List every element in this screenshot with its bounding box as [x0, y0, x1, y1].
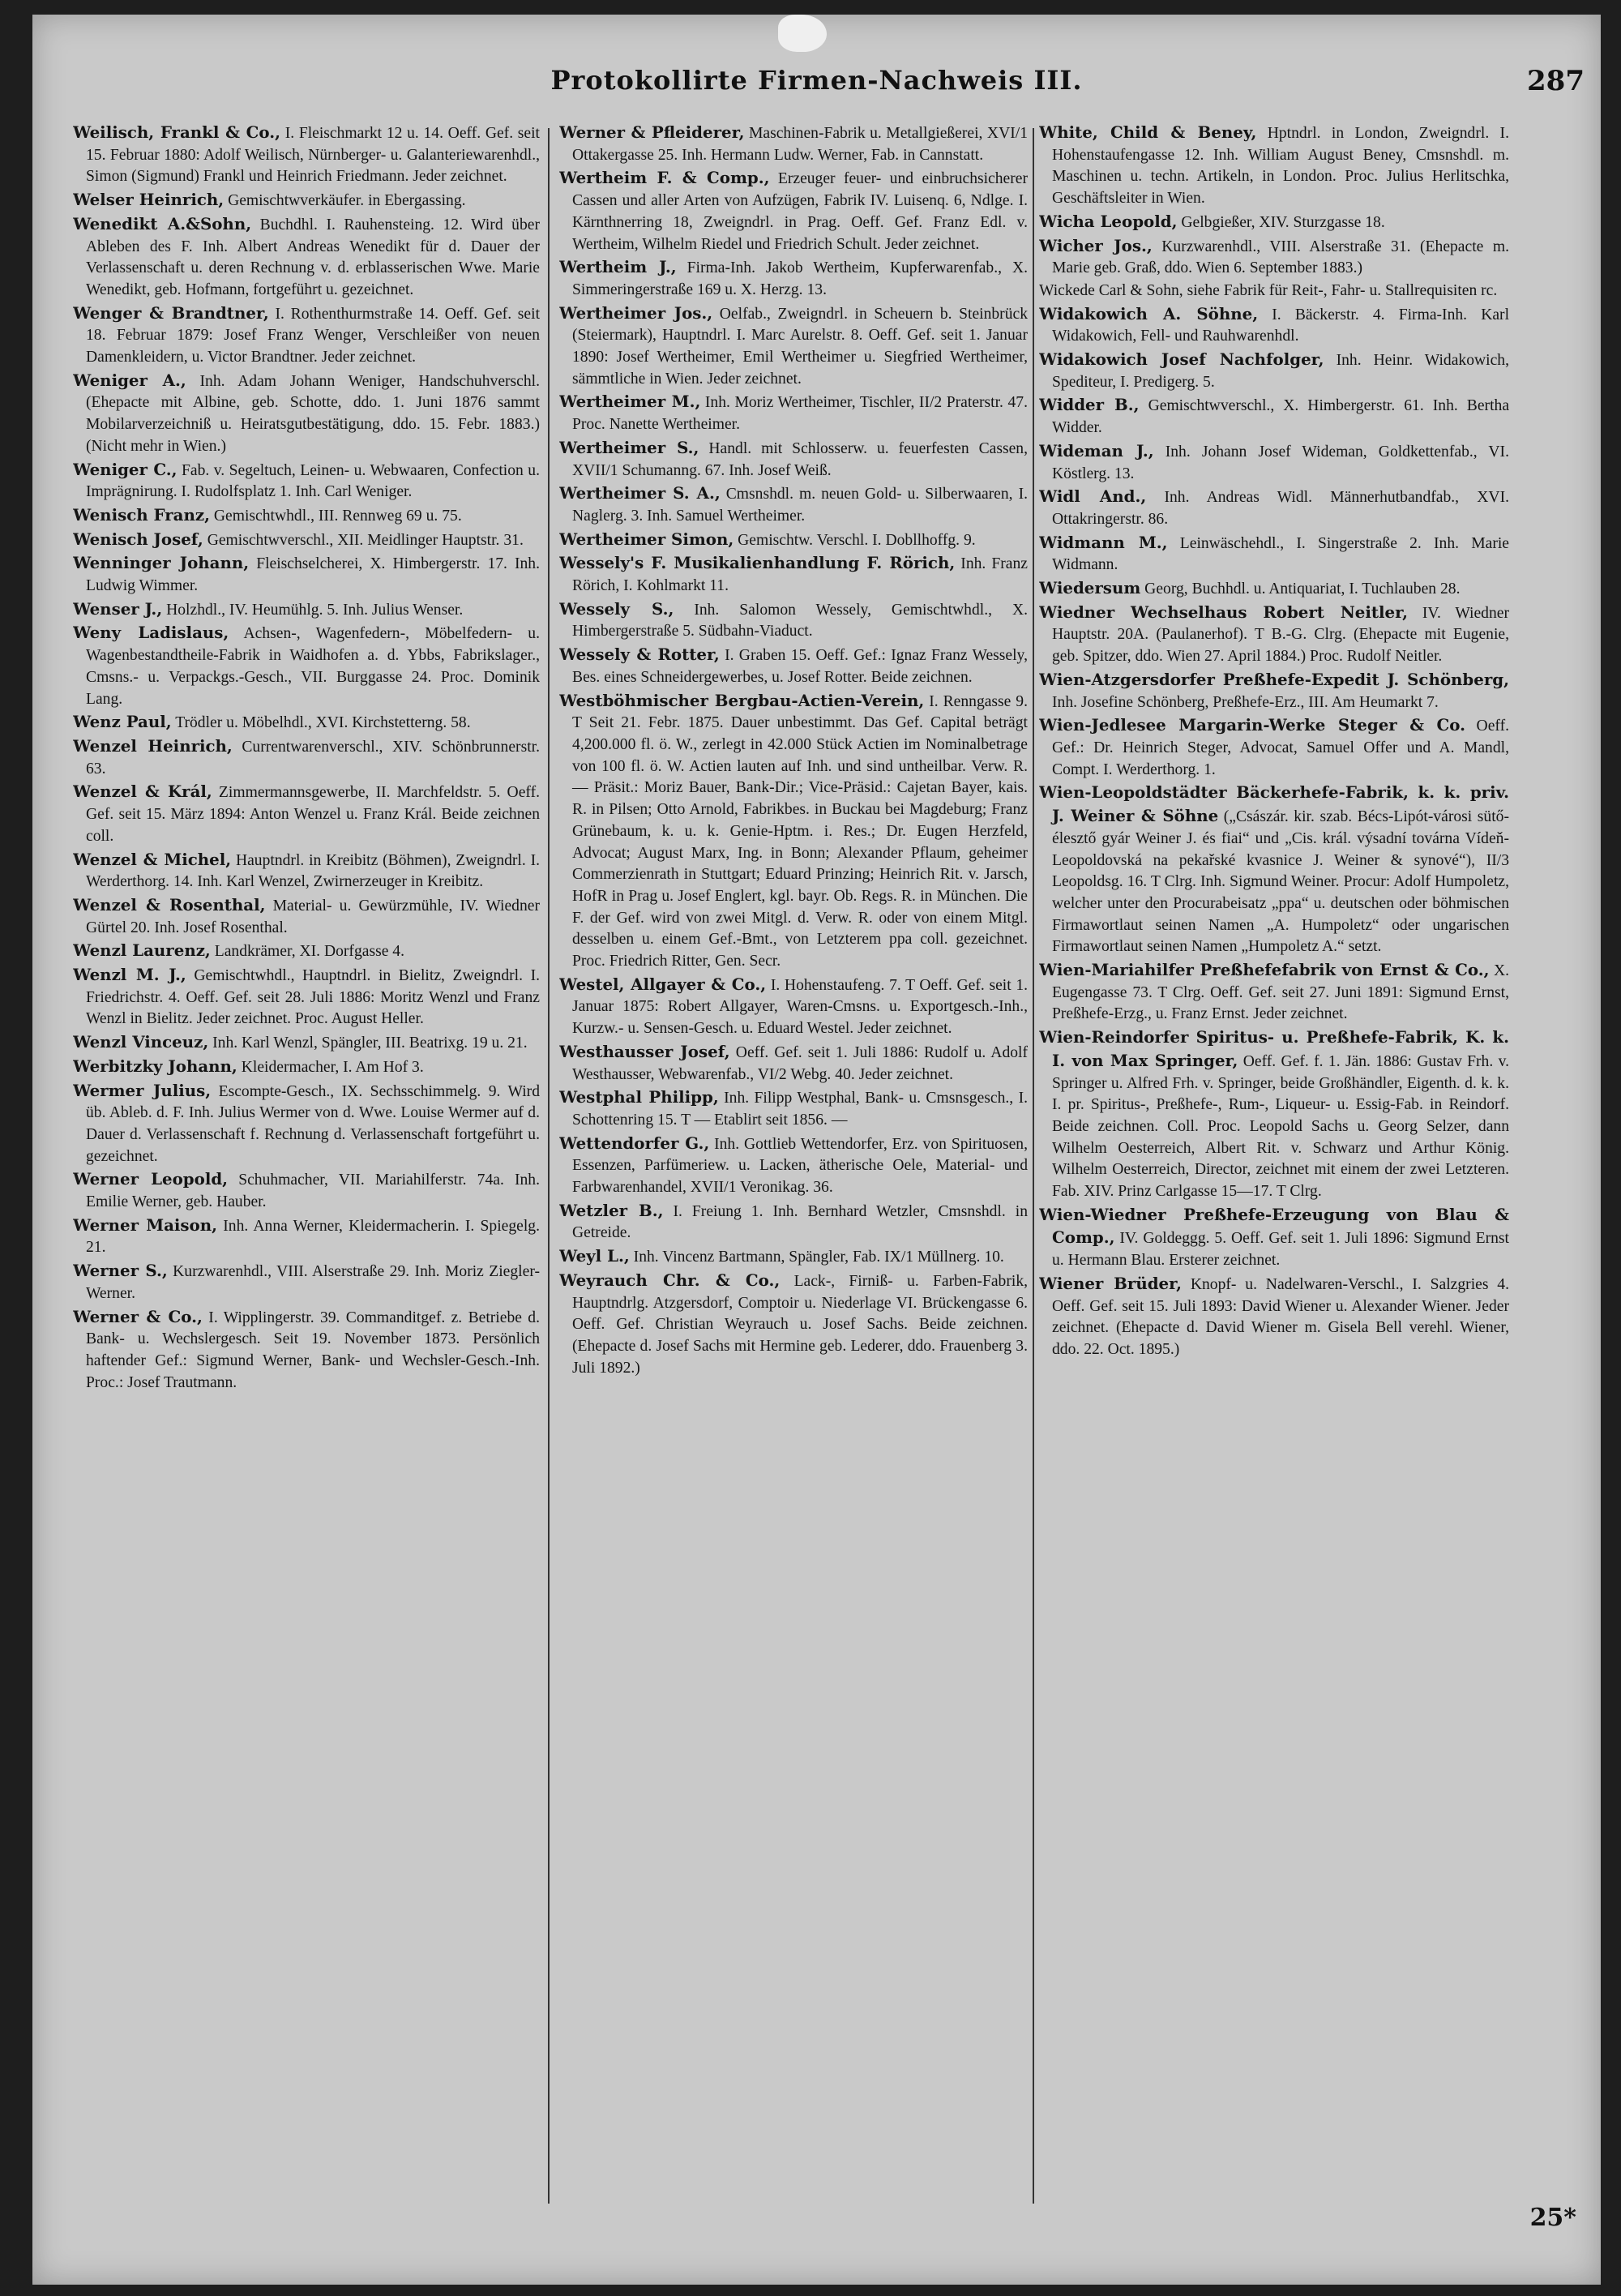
entry-text: Inh. Josefine Schönberg, Preßhefe-Erz., III. Am Heumarkt 7. [1052, 693, 1439, 711]
page-number: 287 [1527, 65, 1585, 97]
firm-name: Welser Heinrich, [73, 190, 225, 210]
firm-name: Wien-Wiedner Preßhefe-Erzeugung von Blau & Comp., [1039, 1204, 1509, 1248]
directory-entry [73, 781, 540, 847]
firm-name: Werbitzky Johann, [73, 1056, 237, 1076]
directory-page [32, 15, 1601, 2285]
directory-entry [1039, 577, 1509, 601]
entry-text: Inh. Anna Werner, Kleidermacherin. I. Spiegelg. 21. [86, 1217, 540, 1257]
firm-name: Wenisch Franz, [73, 504, 210, 525]
entry-text: Holzhdl., IV. Heumühlg. 5. Inh. Julius Wenser. [166, 601, 464, 619]
entry-text: IV. Wiedner Hauptstr. 20A. (Paulanerhof). T B.-G. Clrg. (Ehepacte mit Eugenie, geb. Spitzer, ddo. Wien 27. April 1884.) Proc. Rudolf Neitler. [1052, 604, 1509, 666]
directory-entry [1039, 1026, 1509, 1203]
entry-text: Schuhmacher, VII. Mariahilferstr. 74a. Inh. Emilie Werner, geb. Hauber. [86, 1172, 540, 1211]
firm-name: Weny Ladislaus, [73, 623, 229, 643]
entry-text: Inh. Filipp Westphal, Bank- u. Cmsnsgesch., I. Schottenring 15. T — Etablirt seit 1856. — [572, 1090, 1028, 1129]
directory-entry [73, 1214, 540, 1259]
firm-name: Wettendorfer G., [559, 1133, 710, 1153]
directory-entry [559, 391, 1028, 435]
entry-text: I. Bäckerstr. 4. Firma-Inh. Karl Widakowich, Fell- und Rauhwarenhdl. [1052, 306, 1509, 345]
entry-text: I. Freiung 1. Inh. Bernhard Wetzler, Cmsnshdl. in Getreide. [572, 1202, 1028, 1242]
firm-name: Weniger A., [73, 370, 186, 390]
firm-name: Widl And., [1039, 486, 1147, 507]
entry-text: Currentwarenverschl., XIV. Schönbrunnerstr. 63. [86, 738, 540, 777]
directory-entry [559, 974, 1028, 1040]
directory-entry [73, 1260, 540, 1304]
entry-text: Inh. Andreas Widl. Männerhutbandfab., XVI. Ottakringerstr. 86. [1052, 489, 1509, 528]
directory-entry [73, 213, 540, 302]
directory-entry [73, 711, 540, 735]
entry-text: Achsen-, Wagenfedern-, Möbelfedern- u. Wagenbestandtheile-Fabrik in Waidhofen a. d. Ybbs, Fabrikslager., Cmsns.- u. Verpackgs.-Gesch., VII. Burggasse 24. Proc. Dominik Lang. [86, 625, 540, 708]
entry-text: Inh. Karl Wenzl, Spängler, III. Beatrixg. 19 u. 21. [212, 1034, 528, 1052]
directory-entry [73, 940, 540, 963]
firm-name: Wien-Jedlesee Margarin-Werke Steger & Co. [1039, 715, 1466, 735]
directory-entry [73, 1306, 540, 1394]
directory-entry [1039, 440, 1509, 485]
firm-name: Weyl L., [559, 1246, 630, 1266]
directory-entry [559, 437, 1028, 482]
column-3 [1039, 122, 1509, 2197]
directory-entry [559, 690, 1028, 973]
directory-entry [559, 1086, 1028, 1131]
entry-text: Inh. Gottlieb Wettendorfer, Erz. von Spirituosen, Essenzen, Parfümeriew. u. Lacken, ätherische Oele, Material- und Farbwarenhandel, XVII/1 Veronikag. 36. [572, 1135, 1028, 1197]
firm-name: Werner & Pfleiderer, [559, 122, 745, 142]
entry-text: Landkrämer, XI. Dorfgasse 4. [214, 943, 404, 961]
directory-entry [1039, 281, 1509, 302]
firm-name: Wiener Brüder, [1039, 1273, 1182, 1293]
firm-name: Wenzel & Rosenthal, [73, 894, 266, 915]
directory-entry [1039, 1204, 1509, 1272]
entry-text: Trödler u. Möbelhdl., XVI. Kirchstetterng. 58. [175, 714, 471, 732]
entry-text: Fab. v. Segeltuch, Leinen- u. Webwaaren, Confection u. Imprägnirung. I. Rudolfsplatz 1. Inh. Carl Weniger. [86, 461, 540, 501]
directory-entry [559, 1133, 1028, 1199]
page-header [32, 65, 1601, 107]
entry-text: Inh. Adam Johann Weniger, Handschuhverschl. (Ehepacte mit Albine, geb. Schotte, ddo. 1. Juni 1876 sammt Mobilarverzeichniß u. Heiratsgutbestätigung, ddo. 15. Febr. 1883.) (Nicht mehr in Wien.) [86, 372, 540, 455]
entry-text: Leinwäschehdl., I. Singerstraße 2. Inh. Marie Widmann. [1052, 534, 1509, 574]
directory-entry [73, 122, 540, 188]
firm-name: Werner Maison, [73, 1214, 218, 1235]
entry-text: Inh. Moriz Wertheimer, Tischler, II/2 Praterstr. 47. Proc. Nanette Wertheimer. [572, 394, 1028, 434]
directory-entry [73, 964, 540, 1030]
firm-name: Wertheim F. & Comp., [559, 168, 770, 188]
entry-text: Kurzwarenhdl., VIII. Alserstraße 29. Inh. Moriz Ziegler-Werner. [86, 1263, 540, 1302]
entry-text: Oeff. Gef.: Dr. Heinrich Steger, Advocat, Samuel Offer und A. Mandl, Compt. I. Werderthorg. 1. [1052, 718, 1509, 778]
firm-name: Wiedersum [1039, 578, 1141, 598]
firm-name: Wessely's F. Musikalienhandlung F. Rörich, [559, 553, 956, 573]
firm-name: Wetzler B., [559, 1200, 664, 1220]
entry-text: Knopf- u. Nadelwaren-Verschl., I. Salzgries 4. Oeff. Gef. seit 15. Juli 1893: David Wiener u. Alexander Wiener. Jeder zeichnet. (Ehepacte d. David Wiener m. Gisela Bell verehl. Wiener, ddo. 22. Oct. 1895.) [1052, 1275, 1509, 1358]
directory-entry [1039, 532, 1509, 576]
entry-text: Inh. Salomon Wessely, Gemischtwhdl., X. Himbergerstraße 5. Südbahn-Viaduct. [572, 601, 1028, 640]
directory-entry [73, 459, 540, 503]
firm-name: Wenzel Heinrich, [73, 735, 233, 756]
entry-text: Inh. Franz Rörich, I. Kohlmarkt 11. [572, 555, 1028, 595]
directory-entry [1039, 211, 1509, 234]
directory-entry [1039, 714, 1509, 781]
directory-entry [559, 552, 1028, 597]
directory-entry [73, 735, 540, 780]
directory-entry [1039, 235, 1509, 280]
entry-text: Fleischselcherei, X. Himbergerstr. 17. Inh. Ludwig Wimmer. [86, 555, 540, 595]
firm-name: Werner & Co., [73, 1306, 203, 1326]
firm-name: Wertheimer Jos., [559, 302, 713, 323]
directory-entry [1039, 394, 1509, 439]
entry-text: I. Rothenthurmstraße 14. Oeff. Gef. seit 18. Februar 1879: Josef Franz Wenger, Verschleißer von neuen Damenkleidern, u. Victor Brandtner. Jeder zeichnet. [86, 305, 540, 366]
entry-text: I. Fleischmarkt 12 u. 14. Oeff. Gef. seit 15. Februar 1880: Adolf Weilisch, Nürnberger- u. Galanteriewarenhdl., Simon (Sigmund) Frankl und Heinrich Friedmann. Jeder zeichnet. [86, 125, 540, 186]
entry-text: Georg, Buchhdl. u. Antiquariat, I. Tuchlauben 28. [1144, 580, 1461, 598]
directory-entry [73, 302, 540, 369]
entry-text: I. Graben 15. Oeff. Gef.: Ignaz Franz Wessely, Bes. eines Schneidergewerbes, u. Josef Rotter. Beide zeichnen. [572, 647, 1028, 686]
column-rule [548, 128, 550, 2204]
directory-entry [73, 1168, 540, 1213]
directory-entry [559, 256, 1028, 301]
firm-name: Wien-Mariahilfer Preßhefefabrik von Ernst & Co., [1039, 960, 1490, 980]
entry-text: X. Eugengasse 73. T Clrg. Oeff. Gef. seit 27. Juni 1891: Sigmund Ernst, Preßhefe-Erzg., u. Franz Ernst. Jeder zeichnet. [1052, 962, 1509, 1023]
entry-text: Maschinen-Fabrik u. Metallgießerei, XVI/1 Ottakergasse 25. Inh. Hermann Ludw. Werner, Fab. in Cannstatt. [572, 125, 1028, 164]
directory-entry [559, 529, 1028, 552]
entry-text: Gemischtwverkäufer. in Ebergassing. [228, 192, 466, 210]
directory-entry [1039, 122, 1509, 210]
firm-name: Westel, Allgayer & Co., [559, 974, 767, 994]
directory-entry [559, 644, 1028, 688]
entry-text: Material- u. Gewürzmühle, IV. Wiedner Gürtel 20. Inh. Josef Rosenthal. [86, 897, 540, 936]
entry-text: Kleidermacher, I. Am Hof 3. [241, 1058, 424, 1076]
firm-name: Westböhmischer Bergbau-Actien-Verein, [559, 690, 925, 710]
directory-entry [73, 370, 540, 458]
entry-text: Inh. Johann Josef Wideman, Goldkettenfab., VI. Köstlerg. 13. [1052, 443, 1509, 482]
firm-name: Wiedner Wechselhaus Robert Neitler, [1039, 602, 1409, 622]
firm-name: Wenzel & Král, [73, 782, 212, 802]
firm-name: Wenzl M. J., [73, 965, 186, 985]
column-rule [1033, 128, 1034, 2204]
firm-name: Weniger C., [73, 459, 177, 479]
sheet-signature: 25* [1529, 2204, 1576, 2232]
directory-entry [1039, 1273, 1509, 1361]
entry-text: Gemischtw. Verschl. I. Dobllhoffg. 9. [738, 531, 976, 549]
directory-entry [1039, 486, 1509, 530]
directory-entry [73, 552, 540, 597]
firm-name: Widder B., [1039, 395, 1140, 415]
firm-name: Wenger & Brandtner, [73, 302, 269, 323]
firm-name: Wenninger Johann, [73, 553, 250, 573]
firm-name: Wien-Atzgersdorfer Preßhefe-Expedit J. Schönberg, [1039, 669, 1509, 689]
directory-entry [559, 598, 1028, 643]
entry-text: Hptndrl. in London, Zweigndrl. I. Hohenstaufengasse 12. Inh. William August Beney, Cmsnshdl. m. Maschinen u. techn. Artikeln, in London. Proc. Julius Herlitschka, Geschäftsleiter in Wien. [1052, 125, 1509, 208]
directory-entry [559, 1041, 1028, 1086]
entry-text: Cmsnshdl. m. neuen Gold- u. Silberwaaren, I. Naglerg. 3. Inh. Samuel Wertheimer. [572, 486, 1028, 525]
firm-name: Wicha Leopold, [1039, 211, 1178, 231]
entry-text: Zimmermannsgewerbe, II. Marchfeldstr. 5. Oeff. Gef. seit 15. März 1894: Anton Wenzel u. Franz Král. Beide zeichnen coll. [86, 784, 540, 845]
entry-text: Oeff. Gef. seit 1. Juli 1886: Rudolf u. Adolf Westhausser, Webwarenfab., VI/2 Webg. 40. Jeder zeichnet. [572, 1043, 1028, 1083]
firm-name: Wertheim J., [559, 257, 677, 277]
entry-text: Escompte-Gesch., IX. Sechsschimmelg. 9. Wird üb. Ableb. d. F. Inh. Julius Wermer von d. Wwe. Louise Wermer auf d. Dauer d. Verlassenschaft f. Rechnung d. Verlassenschaft fortgeführt u. gezeichnet. [86, 1082, 540, 1165]
directory-entry [1039, 602, 1509, 668]
directory-entry [73, 894, 540, 939]
entry-text: („Császár. kir. szab. Bécs-Lipót-városi sütő-élesztő gyár Weiner J. és fiai“ und „Cis. král. výsadní továrna Vídeň-Leopoldovská na pekařské kvasnice J. Weiner & synové“), II/3 Leopoldsg. 16. T Clrg. Inh. Sigmund Weiner. Procur: Adolf Humpoletz, welcher unter den Procurabeisatz „ppa“ u. deutschen oder böhmischen Firmawortlaut seinen Namen „A. Humpoletz“ oder ungarischen Firmawortlaut seinen Namen „Humpoletz A.“ setzt. [1052, 808, 1509, 956]
directory-entry [73, 1056, 540, 1079]
firm-name: Widmann M., [1039, 532, 1168, 552]
directory-entry [559, 122, 1028, 166]
firm-name: Werner Leopold, [73, 1169, 229, 1189]
directory-entry [1039, 303, 1509, 348]
entry-text: Oelfab., Zweigndrl. in Scheuern b. Steinbrück (Steiermark), Hauptndrl. I. Marc Aurelstr. 8. Oeff. Gef. seit 1. Januar 1890: Josef Wertheimer, Emil Wertheimer u. Siegfried Wertheimer, sämmtliche in Wien. Jeder zeichnet. [572, 305, 1028, 388]
directory-entry [73, 1080, 540, 1168]
directory-entry [73, 189, 540, 212]
firm-name: Wertheimer S. A., [559, 483, 721, 503]
firm-name: Wertheimer M., [559, 392, 701, 412]
directory-entry [559, 482, 1028, 527]
firm-name: Wessely & Rotter, [559, 645, 720, 665]
firm-name: Weilisch, Frankl & Co., [73, 122, 280, 142]
directory-entry [1039, 959, 1509, 1026]
directory-entry [559, 1245, 1028, 1269]
firm-name: Wenz Paul, [73, 712, 172, 732]
entry-text: Handl. mit Schlosserw. u. feuerfesten Cassen, XVII/1 Schumanng. 67. Inh. Josef Weiß. [572, 439, 1028, 479]
firm-name: Wenzel & Michel, [73, 849, 232, 869]
entry-text: Oeff. Gef. f. 1. Jän. 1886: Gustav Frh. v. Springer u. Alfred Frh. v. Springer, beide Großhändler, Eigenth. d. k. k. I. pr. Spiritus-, Preßhefe-, Rum-, Liqueur- u. Essig-Fab. in Reindorf. Beide zeichnen. Coll. Proc. Leopold Sachs u. Georg Selzer, dann Wilhelm Oesterreich, Albert Rit. v. Schwarz und Arthur König. Wilhelm Oesterreich, Director, zeichnet mit einem der zwei Letzteren. Fab. XIV. Prinz Carlgasse 15—17. T Clrg. [1052, 1052, 1509, 1201]
entry-text: Lack-, Firniß- u. Farben-Fabrik, Hauptndrlg. Atzgersdorf, Comptoir u. Niederlage VI. Brückengasse 6. Oeff. Gef. Christian Weyrauch u. Josef Sachs. Beide zeichnen. (Ehepacte d. Josef Sachs mit Hermine geb. Lederer, ddo. Frauenberg 3. Juli 1892.) [572, 1272, 1028, 1377]
firm-name: Wenedikt A.&Sohn, [73, 213, 252, 233]
entry-text: Gemischtwverschl., XII. Meidlinger Hauptstr. 31. [207, 531, 524, 549]
firm-name: White, Child & Beney, [1039, 122, 1257, 142]
directory-entry [1039, 349, 1509, 393]
directory-entry [73, 529, 540, 552]
firm-name: Widakowich Josef Nachfolger, [1039, 349, 1324, 370]
directory-entry [73, 598, 540, 622]
entry-text: Gemischtwhdl., Hauptndrl. in Bielitz, Zweigndrl. I. Friedrichstr. 4. Oeff. Gef. seit 28. Juli 1886: Moritz Wenzl und Franz Wenzl in Bielitz. Jeder zeichnet. Proc. August Heller. [86, 967, 540, 1028]
running-head: Protokollirte Firmen-Nachweis III. [550, 65, 1083, 96]
entry-text: Buchdhl. I. Rauhensteing. 12. Wird über Ableben des F. Inh. Albert Andreas Wenedikt für d. Dauer der Verlassenschaft u. deren Rechnung v. d. erblasserischen Wwe. Marie Wenedikt, geb. Hofmann, fortgeführt u. gezeichnet. [86, 216, 540, 298]
directory-entry [1039, 782, 1509, 958]
directory-entry [73, 622, 540, 710]
entry-text: I. Wipplingerstr. 39. Commanditgef. z. Betriebe d. Bank- u. Wechslergesch. Seit 19. November 1873. Persönlich haftender Gef.: Sigmund Werner, Bank- und Wechsler-Gesch.-Inh. Proc.: Josef Trautmann. [86, 1309, 540, 1391]
firm-name: Wien-Leopoldstädter Bäckerhefe-Fabrik, k. k. priv. J. Weiner & Söhne [1039, 782, 1509, 826]
firm-name: Wicher Jos., [1039, 235, 1153, 255]
firm-name: Wenzl Laurenz, [73, 940, 211, 961]
entry-text: Gemischtwhdl., III. Rennweg 69 u. 75. [213, 507, 462, 525]
firm-name: Weyrauch Chr. & Co., [559, 1270, 781, 1290]
firm-name: Westphal Philipp, [559, 1087, 719, 1107]
entry-text: Firma-Inh. Jakob Wertheim, Kupferwarenfab., X. Simmeringerstraße 169 u. X. Herzg. 13. [572, 259, 1028, 298]
entry-text: I. Hohenstaufeng. 7. T Oeff. Gef. seit 1. Januar 1875: Robert Allgayer, Waren-Cmsns. u. Exportgesch.-Inh., Kurzw.- u. Sensen-Gesch. u. Eduard Westel. Jeder zeichnet. [572, 976, 1028, 1038]
directory-entry [559, 302, 1028, 391]
firm-name: Widakowich A. Söhne, [1039, 303, 1259, 323]
firm-name: Wertheimer S., [559, 437, 699, 457]
entry-text: Erzeuger feuer- und einbruchsicherer Cassen und aller Arten von Aufzügen, Fabrik IV. Luisenq. 6, Ndlge. I. Kärnthnerring 18, Zweigndrl. in Prag. Oeff. Gef. Franz Edl. v. Wertheim, Wilhelm Riedel und Friedrich Schult. Jeder zeichnet. [572, 170, 1028, 253]
directory-entry [559, 1200, 1028, 1244]
column-2 [559, 122, 1028, 2197]
directory-entry [73, 1031, 540, 1055]
directory-entry [73, 849, 540, 893]
firm-name: Wermer Julius, [73, 1080, 212, 1100]
firm-name: Werner S., [73, 1261, 168, 1281]
entry-text: Gemischtwverschl., X. Himbergerstr. 61. Inh. Bertha Widder. [1052, 397, 1509, 437]
directory-entry [559, 167, 1028, 255]
entry-text: Gelbgießer, XIV. Sturzgasse 18. [1181, 213, 1385, 231]
paper-stain [778, 15, 827, 52]
firm-name: Wenser J., [73, 598, 163, 619]
entry-text: Hauptndrl. in Kreibitz (Böhmen), Zweigndrl. I. Werderthorg. 14. Inh. Karl Wenzel, Zwirnerzeuger in Kreibitz. [86, 851, 540, 891]
column-1 [73, 122, 540, 2197]
firm-name: Wertheimer Simon, [559, 529, 734, 549]
entry-text: IV. Goldeggg. 5. Oeff. Gef. seit 1. Juli 1896: Sigmund Ernst u. Hermann Blau. Ersterer zeichnet. [1052, 1230, 1509, 1270]
directory-entry [559, 1270, 1028, 1380]
entry-text: Inh. Heinr. Widakowich, Spediteur, I. Predigerg. 5. [1052, 352, 1509, 391]
firm-name: Westhausser Josef, [559, 1041, 730, 1061]
directory-entry [73, 504, 540, 528]
firm-name: Wideman J., [1039, 440, 1154, 460]
entry-text: Inh. Vincenz Bartmann, Spängler, Fab. IX/1 Müllnerg. 10. [633, 1249, 1004, 1266]
entry-text: I. Renngasse 9. T Seit 21. Febr. 1875. Dauer unbestimmt. Das Gef. Capital beträgt 4,200.000 fl. ö. W., zerlegt in 42.000 Stück Actien im Nominalbetrage von 100 fl. ö. W. Actien lauten auf Inh. und sind untheilbar. Verw. R. — Präsit.: Moriz Bauer, Bank-Dir.; Vice-Präsid.: Cajetan Bayer, kais. R. in Pilsen; Otto Arnold, Fabrikbes. in Buckau bei Magdeburg; Franz Grünebaum, k. u. k. Genie-Hptm. i. Res.; Dr. Eugen Herzfeld, Advocat; August Marx, Ing. in Bonn; Alexander Pflaum, geheimer Commerzienrath in Stuttgart; Eduard Prinzing; Heinrich Rit. v. Jarsch, HofR in Prag u. Josef Englert, kgl. bayr. Ob. Regs. R. in München. Die F. der Gef. wird von zwei Mitgl. d. Verw. R. oder von einem Mitgl. desselben u. einem Gef.-Bmt., von Letzterem ppa coll. gezeichnet. Proc. Friedrich Ritter, Gen. Secr. [572, 692, 1028, 970]
entry-text: Kurzwarenhdl., VIII. Alserstraße 31. (Ehepacte m. Marie geb. Graß, ddo. Wien 6. September 1883.) [1052, 238, 1509, 277]
directory-entry [1039, 669, 1509, 713]
firm-name: Wenzl Vinceuz, [73, 1032, 209, 1052]
firm-name: Wessely S., [559, 598, 674, 619]
firm-name: Wenisch Josef, [73, 529, 203, 549]
entry-text: Wickede Carl & Sohn, siehe Fabrik für Reit-, Fahr- u. Stallrequisiten rc. [1039, 281, 1498, 299]
firm-name: Wien-Reindorfer Spiritus- u. Preßhefe-Fabrik, K. k. I. von Max Springer, [1039, 1027, 1509, 1070]
